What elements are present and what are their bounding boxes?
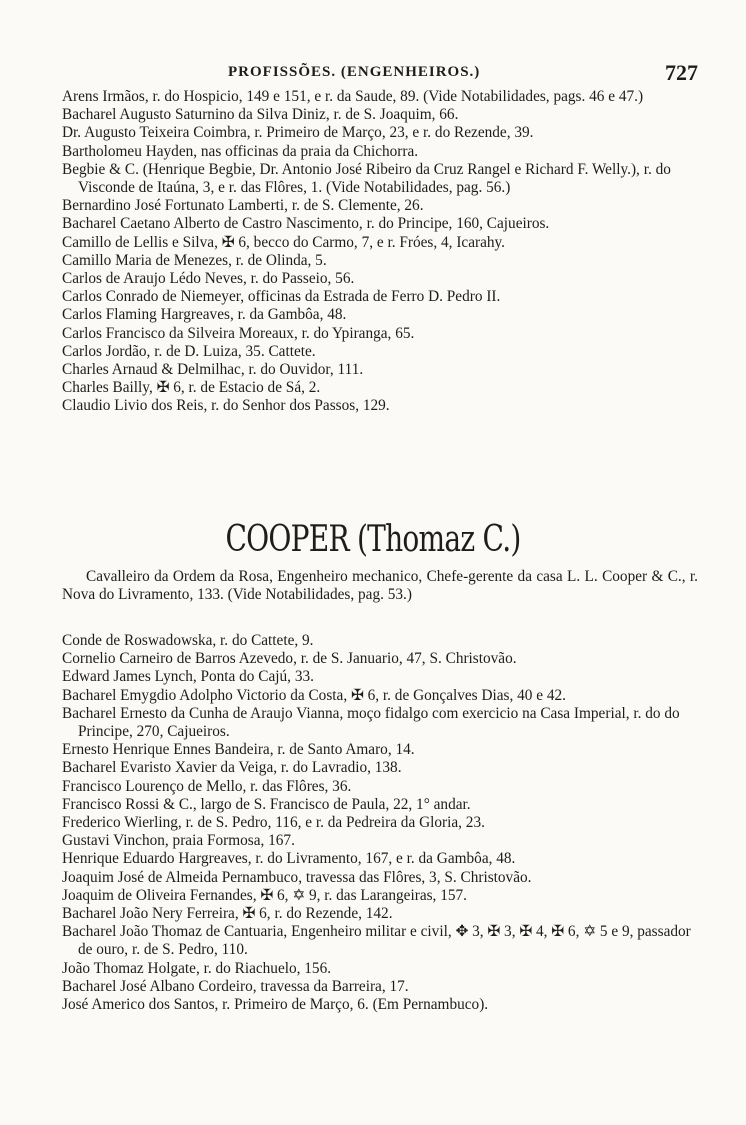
directory-entry: Carlos Jordão, r. de D. Luiza, 35. Cattete.: [62, 342, 316, 360]
directory-entry: Bacharel Augusto Saturnino da Silva Diniz, r. de S. Joaquim, 66.: [62, 106, 459, 124]
directory-entry: Charles Arnaud & Delmilhac, r. do Ouvidor, 111.: [62, 361, 364, 379]
featured-headline: COOPER (Thomaz C.): [225, 519, 521, 560]
directory-entry: Bacharel Emygdio Adolpho Victorio da Costa, ✠ 6, r. de Gonçalves Dias, 40 e 42.: [62, 686, 566, 704]
directory-entry: Camillo de Lellis e Silva, ✠ 6, becco do Carmo, 7, e r. Fróes, 4, Icarahy.: [62, 233, 506, 251]
directory-entry: Bernardino José Fortunato Lamberti, r. de S. Clemente, 26.: [62, 197, 424, 215]
directory-entry: Dr. Augusto Teixeira Coimbra, r. Primeiro de Março, 23, e r. do Rezende, 39.: [62, 124, 534, 142]
directory-entry: Henrique Eduardo Hargreaves, r. do Livramento, 167, e r. da Gambôa, 48.: [62, 850, 516, 868]
directory-entry: Francisco Rossi & C., largo de S. Francisco de Paula, 22, 1° andar.: [62, 795, 471, 813]
directory-entry: Charles Bailly, ✠ 6, r. de Estacio de Sá, 2.: [62, 379, 321, 397]
directory-entry: Bacharel Caetano Alberto de Castro Nascimento, r. do Principe, 160, Cajueiros.: [62, 215, 550, 233]
directory-entry: Bacharel Evaristo Xavier da Veiga, r. do Lavradio, 138.: [62, 759, 402, 777]
directory-entry: Arens Irmãos, r. do Hospicio, 149 e 151, e r. da Saude, 89. (Vide Notabilidades, pags. 46 e 47.): [62, 88, 644, 105]
page-header: [0, 60, 746, 90]
directory-entry: Cornelio Carneiro de Barros Azevedo, r. de S. Januario, 47, S. Christovão.: [62, 650, 517, 668]
entries-after-list: [62, 632, 698, 1014]
directory-entry: Francisco Lourenço de Mello, r. das Flôres, 36.: [62, 777, 352, 795]
directory-entry: José Americo dos Santos, r. Primeiro de Março, 6. (Em Pernambuco).: [62, 996, 489, 1014]
directory-entry: Ernesto Henrique Ennes Bandeira, r. de Santo Amaro, 14.: [62, 741, 415, 759]
featured-entry: [62, 568, 698, 604]
page-number: 727: [665, 60, 698, 85]
directory-entry: Joaquim de Oliveira Fernandes, ✠ 6, ✡ 9, r. das Larangeiras, 157.: [62, 886, 467, 904]
directory-entry: Bacharel João Thomaz de Cantuaria, Engenheiro militar e civil, ✥ 3, ✠ 3, ✠ 4, ✠ 6, ✡ 5 e 9, passador de ouro, r. de S. Pedro, 110.: [62, 923, 691, 959]
directory-entry: Camillo Maria de Menezes, r. de Olinda, 5.: [62, 251, 327, 269]
directory-entry: Carlos Conrado de Niemeyer, officinas da Estrada de Ferro D. Pedro II.: [62, 288, 501, 306]
directory-entry: Bacharel Ernesto da Cunha de Araujo Vianna, moço fidalgo com exercicio na Casa Imperial, r. do do Principe, 270, Cajueiros.: [62, 704, 680, 741]
directory-entry: João Thomaz Holgate, r. do Riachuelo, 156.: [62, 959, 332, 977]
featured-entry-text: Cavalleiro da Ordem da Rosa, Engenheiro mechanico, Chefe-gerente da casa L. L. Cooper & C., r. Nova do Livramento, 133. (Vide Notabilidades, pag. 53.): [62, 568, 698, 604]
directory-entry: Bartholomeu Hayden, nas officinas da praia da Chichorra.: [62, 142, 419, 160]
running-title: PROFISSÕES. (ENGENHEIROS.): [228, 64, 481, 80]
directory-entry: Joaquim José de Almeida Pernambuco, travessa das Flôres, 3, S. Christovão.: [62, 868, 532, 886]
directory-entry: Frederico Wierling, r. de S. Pedro, 116, e r. da Pedreira da Gloria, 23.: [62, 814, 485, 832]
directory-entry: Bacharel José Albano Cordeiro, travessa da Barreira, 17.: [62, 977, 409, 995]
directory-entry: Gustavi Vinchon, praia Formosa, 167.: [62, 832, 295, 850]
directory-entry: Carlos Flaming Hargreaves, r. da Gambôa, 48.: [62, 306, 347, 324]
directory-entry: Bacharel João Nery Ferreira, ✠ 6, r. do Rezende, 142.: [62, 905, 393, 923]
directory-entry: Carlos Francisco da Silveira Moreaux, r. do Ypiranga, 65.: [62, 324, 415, 342]
entries-before-list: [62, 88, 698, 416]
directory-entry: Claudio Livio dos Reis, r. do Senhor dos Passos, 129.: [62, 397, 390, 415]
directory-entry: Carlos de Araujo Lédo Neves, r. do Passeio, 56.: [62, 270, 355, 288]
directory-entry: Conde de Roswadowska, r. do Cattete, 9.: [62, 632, 314, 649]
directory-entry: Begbie & C. (Henrique Begbie, Dr. Antonio José Ribeiro da Cruz Rangel e Richard F. Welly.), r. do Visconde de Itaúna, 3, e r. das Flôres, 1. (Vide Notabilidades, pag. 56.): [62, 160, 671, 197]
directory-entry: Edward James Lynch, Ponta do Cajú, 33.: [62, 668, 314, 686]
